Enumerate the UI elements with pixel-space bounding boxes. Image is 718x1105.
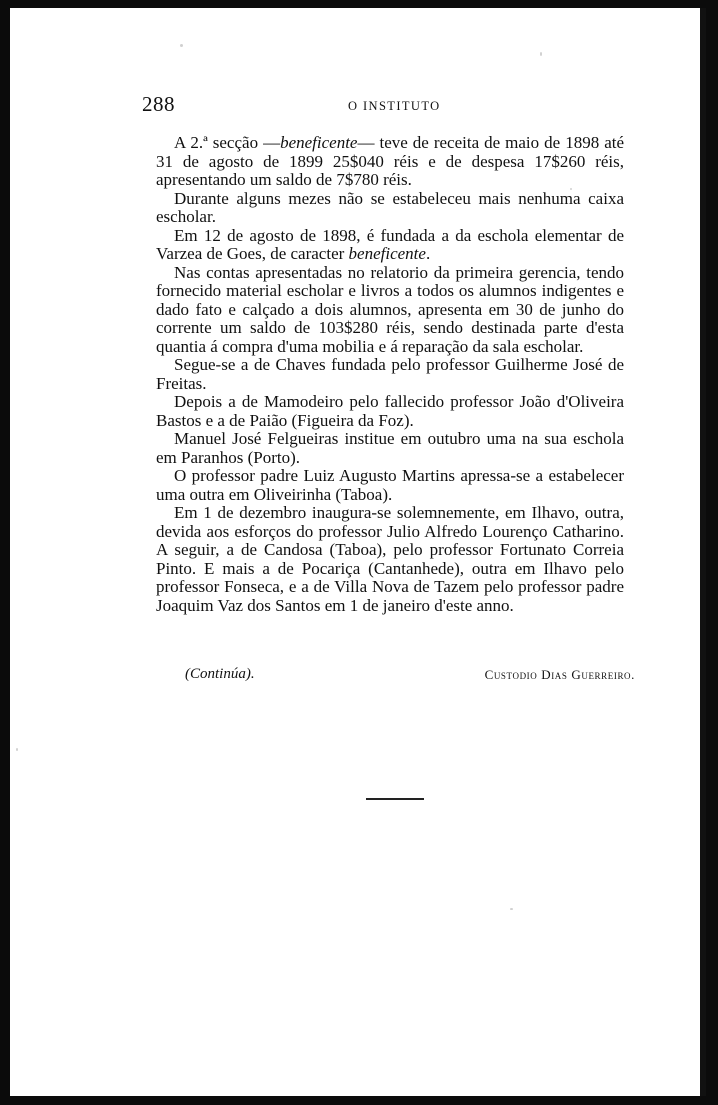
paper-speck bbox=[180, 44, 183, 47]
paragraph-seccao-beneficente: A 2.ª secção —beneficente— teve de receita de maio de 1898 até 31 de agosto de 1899 25$040 réis e de despesa 17$260 réis, apresentando um saldo de 7$780 réis. bbox=[156, 133, 625, 189]
paragraph-mamodeiro: Depois a de Mamodeiro pelo fallecido professor João d'Oliveira Bastos e a de Paião (Figueira da Foz). bbox=[156, 392, 624, 430]
paper-speck bbox=[540, 52, 542, 56]
paragraph-chaves: Segue-se a de Chaves fundada pelo professor Guilherme José de Freitas. bbox=[156, 355, 624, 393]
beneficente-term: beneficente bbox=[280, 133, 358, 152]
article-footer bbox=[185, 666, 635, 688]
paragraph-contas: Nas contas apresentadas no relatorio da primeira gerencia, tendo fornecido material escholar e livros a todos os alumnos indigentes e dado fato e calçado a dois alumnos, apresenta em 30 de junho do corrente um saldo de 103$280 réis, sendo destinada parte d'esta quantia á compra d'uma mobilia e á reparação da sala escholar. bbox=[156, 262, 624, 356]
paper-speck bbox=[16, 748, 18, 751]
paper-speck bbox=[570, 188, 572, 190]
paragraph-ilhavo: Em 1 de dezembro inaugura-se solemnemente, em Ilhavo, outra, devida aos esforços do professor Julio Alfredo Lourenço Catharino. A seguir, a de Candosa (Taboa), pelo professor Fortunato Correia Pinto. E mais a de Pocariça (Cantanhede), outra em Ilhavo pelo professor Fonseca, e a de Villa Nova de Tazem pelo professor padre Joaquim Vaz dos Santos em 1 de janeiro d'este anno. bbox=[156, 503, 624, 615]
paragraph-paranhos: Manuel José Felgueiras institue em outubro uma na sua eschola em Paranhos (Porto). bbox=[156, 429, 624, 467]
page-header bbox=[142, 90, 610, 120]
paper-speck bbox=[510, 908, 513, 910]
paragraph-oliveirinha: O professor padre Luiz Augusto Martins apressa-se a estabelecer uma outra em Oliveirinha (Taboa). bbox=[156, 466, 624, 504]
section-rule bbox=[366, 798, 424, 800]
page-number: 288 bbox=[142, 92, 175, 116]
author-signature: Custodio Dias Guerreiro. bbox=[484, 667, 635, 682]
continua-note: (Continúa). bbox=[185, 666, 255, 682]
paragraph-varzea-de-goes: Em 12 de agosto de 1898, é fundada a da eschola elementar de Varzea de Goes, de caracter beneficente. bbox=[156, 225, 624, 263]
scanned-page bbox=[10, 8, 706, 1096]
running-title: O INSTITUTO bbox=[348, 99, 441, 113]
beneficente-term-2: beneficente bbox=[348, 244, 426, 263]
article-body bbox=[156, 134, 624, 615]
paragraph-durante: Durante alguns mezes não se estabeleceu mais nenhuma caixa escholar. bbox=[156, 188, 624, 226]
